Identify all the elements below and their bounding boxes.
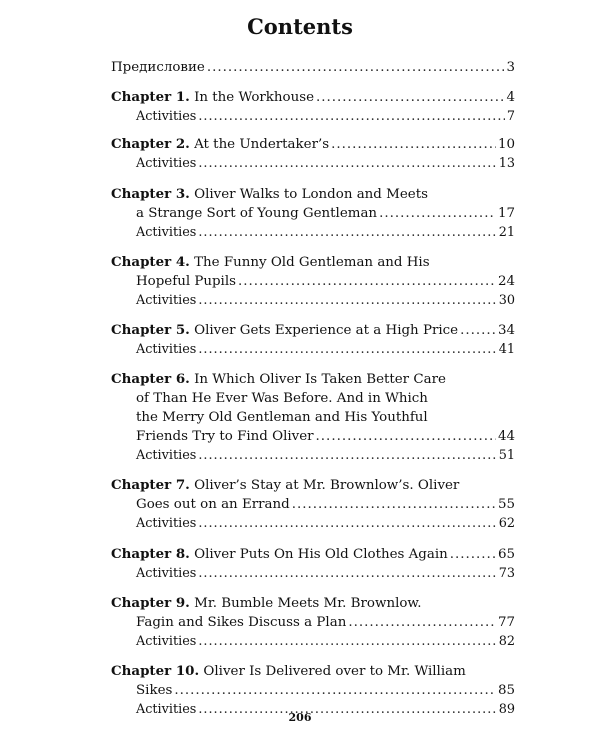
toc-entry: [111, 253, 515, 310]
activities-line: [111, 154, 515, 173]
chapter-page: 85: [497, 683, 515, 698]
chapter-title-continuation: [111, 389, 515, 408]
chapter-title-line: [111, 88, 515, 107]
activities-line: [111, 564, 515, 583]
activities-label: Activities: [136, 293, 197, 308]
chapter-number: Chapter 6.: [111, 371, 190, 387]
activities-page: 7: [506, 109, 515, 124]
activities-label: Activities: [136, 225, 197, 240]
chapter-page: 24: [497, 274, 515, 289]
dot-leader: [348, 613, 496, 632]
toc-entry: [111, 545, 515, 583]
chapter-number: Chapter 7.: [111, 477, 190, 493]
chapter-title-line: [111, 545, 515, 564]
preface-label: Предисловие: [111, 60, 205, 75]
dot-leader: [379, 204, 496, 223]
activities-line: [111, 340, 515, 359]
chapter-title-text: Sikes: [136, 683, 173, 698]
activities-line: [111, 107, 515, 126]
dot-leader: [198, 223, 496, 242]
activities-line: [111, 291, 515, 310]
chapter-title-text: In the Workhouse: [194, 90, 315, 105]
chapter-title-continuation: [111, 427, 515, 446]
dot-leader: [207, 58, 505, 77]
dot-leader: [238, 272, 496, 291]
chapter-title-text: Oliver Is Delivered over to Mr. William: [203, 664, 466, 679]
dot-leader: [198, 340, 496, 359]
chapter-title-text: the Merry Old Gentleman and His Youthful: [136, 410, 428, 425]
dot-leader: [174, 681, 496, 700]
toc-entry: [111, 476, 515, 533]
chapter-title-line: [111, 476, 515, 495]
chapter-page: 77: [497, 615, 515, 630]
chapter-number: Chapter 4.: [111, 254, 190, 270]
chapter-title-text: Mr. Bumble Meets Mr. Brownlow.: [194, 596, 422, 611]
page-number: 206: [288, 711, 312, 724]
activities-page: 13: [498, 156, 515, 171]
dot-leader: [460, 321, 496, 340]
chapter-number: Chapter 3.: [111, 186, 190, 202]
chapter-title-text: Oliver Walks to London and Meets: [194, 187, 428, 202]
activities-line: [111, 632, 515, 651]
activities-label: Activities: [136, 342, 197, 357]
chapter-title-text: of Than He Ever Was Before. And in Which: [136, 391, 428, 406]
activities-page: 41: [498, 342, 515, 357]
chapter-page: 17: [497, 206, 515, 221]
chapter-title-line: [111, 370, 515, 389]
toc-entry: [111, 370, 515, 465]
chapter-page: 44: [497, 429, 515, 444]
chapter-title-line: [111, 594, 515, 613]
chapter-title-continuation: [111, 272, 515, 291]
chapter-title-continuation: [111, 681, 515, 700]
toc-entry: [111, 594, 515, 651]
chapter-title-line: [111, 253, 515, 272]
dot-leader: [316, 88, 504, 107]
activities-line: [111, 223, 515, 242]
toc-entry: [111, 321, 515, 359]
chapter-page: 4: [506, 90, 515, 105]
chapter-title-text: Oliver Puts On His Old Clothes Again: [194, 547, 448, 562]
dot-leader: [198, 154, 496, 173]
chapter-title-text: The Funny Old Gentleman and His: [194, 255, 430, 270]
dot-leader: [292, 495, 496, 514]
activities-label: Activities: [136, 516, 197, 531]
toc-entry: [111, 88, 515, 126]
activities-label: Activities: [136, 566, 197, 581]
toc-entry: [111, 135, 515, 173]
dot-leader: [316, 427, 496, 446]
page-title: Contents: [247, 14, 353, 39]
chapter-number: Chapter 8.: [111, 546, 190, 562]
chapter-title-text: Fagin and Sikes Discuss a Plan: [136, 615, 347, 630]
chapter-title-text: Goes out on an Errand: [136, 497, 290, 512]
chapter-title-line: [111, 662, 515, 681]
chapter-title-text: Oliver Gets Experience at a High Price: [194, 323, 459, 338]
toc-preface: [111, 58, 515, 77]
activities-label: Activities: [136, 634, 197, 649]
chapter-title-line: [111, 321, 515, 340]
chapter-list: [111, 88, 515, 719]
chapter-number: Chapter 2.: [111, 136, 190, 152]
chapter-title-text: In Which Oliver Is Taken Better Care: [194, 372, 446, 387]
activities-page: 30: [498, 293, 515, 308]
activities-page: 89: [498, 702, 515, 717]
chapter-number: Chapter 9.: [111, 595, 190, 611]
chapter-title-text: a Strange Sort of Young Gentleman: [136, 206, 378, 221]
activities-label: Activities: [136, 156, 197, 171]
chapter-title-continuation: [111, 204, 515, 223]
chapter-title-text: Hopeful Pupils: [136, 274, 236, 289]
chapter-number: Chapter 5.: [111, 322, 190, 338]
activities-page: 51: [498, 448, 515, 463]
dot-leader: [331, 135, 496, 154]
chapter-title-text: Friends Try to Find Oliver: [136, 429, 314, 444]
chapter-number: Chapter 1.: [111, 89, 190, 105]
activities-page: 62: [498, 516, 515, 531]
dot-leader: [198, 291, 496, 310]
activities-page: 73: [498, 566, 515, 581]
chapter-page: 55: [497, 497, 515, 512]
chapter-title-continuation: [111, 495, 515, 514]
chapter-title-continuation: [111, 613, 515, 632]
activities-line: [111, 446, 515, 465]
activities-page: 21: [498, 225, 515, 240]
activities-line: [111, 514, 515, 533]
dot-leader: [198, 446, 496, 465]
preface-page: 3: [506, 60, 515, 75]
chapter-title-line: [111, 185, 515, 204]
chapter-title-text: At the Undertaker’s: [194, 137, 330, 152]
dot-leader: [450, 545, 496, 564]
table-of-contents: [111, 58, 515, 719]
dot-leader: [198, 107, 505, 126]
chapter-page: 65: [497, 547, 515, 562]
chapter-title-line: [111, 135, 515, 154]
activities-page: 82: [498, 634, 515, 649]
activities-label: Activities: [136, 702, 197, 717]
dot-leader: [198, 514, 496, 533]
chapter-page: 34: [497, 323, 515, 338]
chapter-number: Chapter 10.: [111, 663, 200, 679]
activities-label: Activities: [136, 448, 197, 463]
activities-label: Activities: [136, 109, 197, 124]
toc-entry: [111, 185, 515, 242]
chapter-page: 10: [497, 137, 515, 152]
chapter-title-continuation: [111, 408, 515, 427]
chapter-title-text: Oliver’s Stay at Mr. Brownlow’s. Oliver: [194, 478, 460, 493]
dot-leader: [198, 632, 496, 651]
dot-leader: [198, 564, 496, 583]
